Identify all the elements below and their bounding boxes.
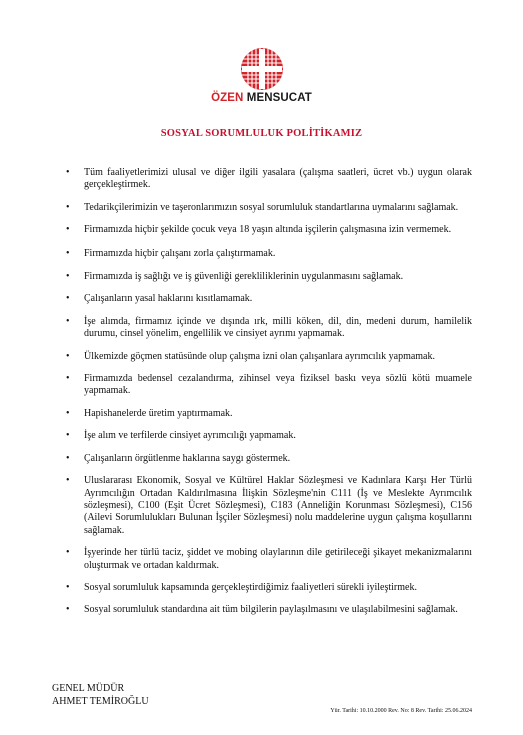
list-item: • Firmamızda iş sağlığı ve iş güvenliği gerekliliklerinin uygulanmasını sağlamak. bbox=[60, 271, 472, 283]
brand-word-mensucat: MENSUCAT bbox=[246, 92, 312, 104]
list-item: • Çalışanların yasal haklarını kısıtlamamak. bbox=[60, 293, 472, 305]
signature-name: AHMET TEMİROĞLU bbox=[52, 695, 149, 707]
list-item: • İşe alımda, firmamız içinde ve dışında ırk, milli köken, dil, din, medeni durum, hamilelik durumu, cinsel yönelim, engellilik ve cinsiyet ayrımı yapmamak. bbox=[60, 316, 472, 341]
brand-name bbox=[0, 92, 523, 104]
list-item: • Firmamızda hiçbir çalışanı zorla çalıştırmamak. bbox=[60, 248, 472, 260]
policy-list bbox=[60, 167, 472, 617]
list-item: • Firmamızda hiçbir şekilde çocuk veya 18 yaşın altında işçilerin çalışmasına izin vermemek. bbox=[60, 224, 472, 236]
revision-info: Yür. Tarihi: 10.10.2000 Rev. No: 8 Rev. Tarihi: 25.06.2024 bbox=[330, 708, 472, 714]
list-item: • Tüm faaliyetlerimizi ulusal ve diğer ilgili yasalara (çalışma saatleri, ücret vb.) uygun olarak gerçekleştirmek. bbox=[60, 167, 472, 192]
signature-role: GENEL MÜDÜR bbox=[52, 683, 125, 694]
list-item: • Firmamızda bedensel cezalandırma, zihinsel veya fiziksel baskı veya sözlü kötü muamele yapmamak. bbox=[60, 373, 472, 398]
list-item: • Ülkemizde göçmen statüsünde olup çalışma izni olan çalışanlara ayrımcılık yapmamak. bbox=[60, 351, 472, 363]
list-item: • Uluslararası Ekonomik, Sosyal ve Kültürel Haklar Sözleşmesi ve Kadınlara Karşı Her Türlü Ayrımcılığın Ortadan Kaldırılmasına İlişkin Sözleşme'nin C111 (İş ve Meslekte Ayrımcılık sözleşmesi), C100 (Eşit Ücret Sözleşmesi), C183 (Anneliğin Korunması Sözleşmesi), C156 (Ailevi Sorumlulukları Bulunan İşçiler Sözleşmesi) nolu maddelerine uygun çalışma koşullarını sağlamak. bbox=[60, 475, 472, 537]
list-item: • Çalışanların örgütlenme haklarına saygı göstermek. bbox=[60, 453, 472, 465]
brand-word-ozen: ÖZEN bbox=[211, 92, 244, 104]
list-item: • Hapishanelerde üretim yaptırmamak. bbox=[60, 408, 472, 420]
list-item: • Sosyal sorumluluk kapsamında gerçekleştirdiğimiz faaliyetleri sürekli iyileştirmek. bbox=[60, 582, 472, 594]
list-item: • Sosyal sorumluluk standardına ait tüm bilgilerin paylaşılmasını ve ulaşılabilmesini sağlamak. bbox=[60, 604, 472, 616]
signature-block bbox=[52, 683, 149, 708]
document-title: SOSYAL SORUMLULUK POLİTİKAMIZ bbox=[160, 128, 363, 139]
grid-globe-logo-icon bbox=[240, 47, 284, 91]
list-item: • İşyerinde her türlü taciz, şiddet ve mobing olaylarının dile getirileceği şikayet mekanizmalarını oluşturmak ve ortadan kaldırmak. bbox=[60, 547, 472, 572]
list-item: • İşe alım ve terfilerde cinsiyet ayrımcılığı yapmamak. bbox=[60, 430, 472, 442]
list-item: • Tedarikçilerimizin ve taşeronlarımızın sosyal sorumluluk standartlarına uymalarını sağlamak. bbox=[60, 202, 472, 214]
